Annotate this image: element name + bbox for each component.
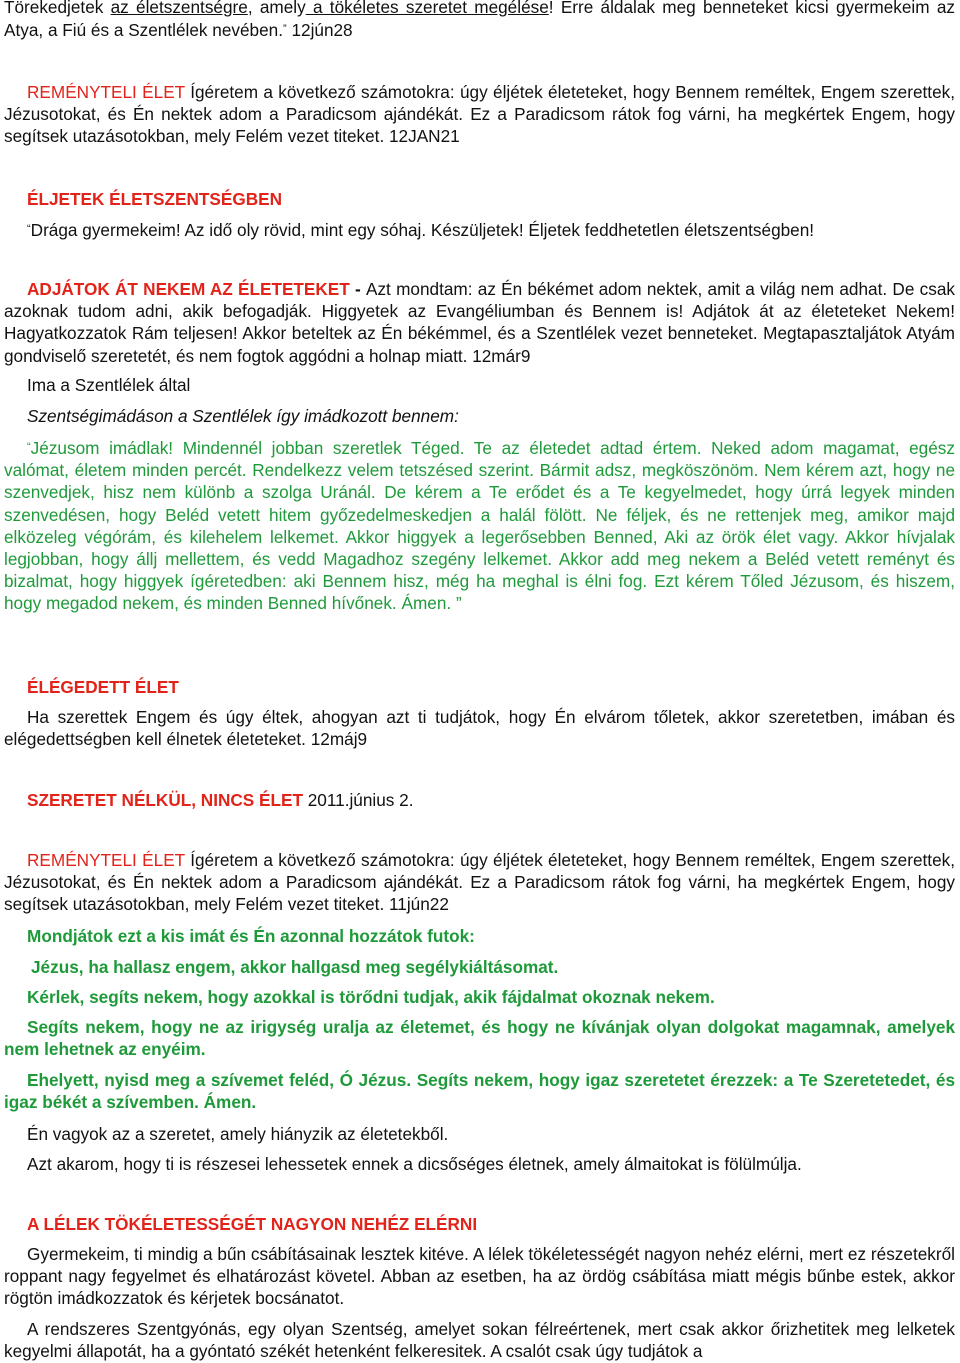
section-title-soul-perfection <box>4 1213 955 1235</box>
intro-close-quote: ” <box>283 23 287 36</box>
paragraph-text: A rendszeres Szentgyónás, egy olyan Szentség, amelyet sokan félreértenek, mert csak akkor őrizhetitek meg lelketek kegyelmi állapotát, ha a gyóntató székét hetenként felkeresitek. A csalót csak úgy tudjátok a <box>4 1319 955 1362</box>
green-prayer-line-5 <box>4 1069 955 1113</box>
section-title: ADJÁTOK ÁT NEKEM AZ ÉLETETEKET <box>27 279 350 299</box>
prayer-line: Kérlek, segíts nekem, hogy azokkal is törődni tudjak, akik fájdalmat okoznak nekem. <box>27 987 715 1007</box>
section-title: REMÉNYTELI ÉLET <box>27 82 185 102</box>
intro-text-2: , amely <box>247 0 306 17</box>
prayer-line: Segíts nekem, hogy ne az irigység uralja az életemet, és hogy ne kívánjak olyan dolgokat magamnak, amelyek nem lehetnek az enyéim. <box>4 1017 955 1060</box>
section-text: Ígéretem a következő számotokra: úgy éljétek életeteket, hogy Bennem reméltek, Engem szerettek, Jézusotokat, és Én nektek adom a Paradicsom ajándékát. Ez a Paradicsom rátok fog várni, ha megkértek Engem, hogy segítsek utazásotokban, mely Felém vezet titeket. 12JAN21 <box>4 82 955 147</box>
paragraph-text: Én vagyok az a szeretet, amely hiányzik az életetekből. <box>27 1124 449 1144</box>
prayer-line: Ehelyett, nyisd meg a szívemet feléd, Ó Jézus. Segíts nekem, hogy igaz szeretetet érezzek: a Te Szeretetedet, és igaz békét a szívemben. Ámen. <box>4 1070 955 1113</box>
prayer-text: Jézusom imádlak! Mindennél jobban szeretlek Téged. Te az életedet adtad értem. Neked adom magamat, egész valómat, életem minden percét. Rendelkezz velem tetszésed szerint. Bármit adsz, megköszönöm. Nem kérem azt, hogy ne szenvedjek, hisz nem különb a szolga Uránál. De kérem a Te erődet és a Te kegyelmedet, hogy úrrá legyek minden szenvedésen, hogy Beléd vetett hitem győzedelmeskedjen a halál fölött. Ne féljek, és ne rettenjek meg, amikor majd elközeleg végórám, és kilehelem lelkemet. Akkor higgyek a legerősebben Benned, Aki az örök élet vagy. Akkor hívjalak legjobban, hogy állj mellettem, és vedd Magadhoz szegény lelkemet. Akkor add meg nekem a Beléd vetett reményt és bizalmat, hogy higgyek ígéretedben: aki Bennem hisz, még ha meghal is élni fog. Ezt kérem Tőled Jézusom, és hiszem, hogy megadod nekem, és minden Benned hívőnek. Ámen. <box>4 438 955 614</box>
life-holiness-link[interactable]: az életszentségre <box>110 0 248 17</box>
open-quote: “ <box>27 441 31 453</box>
section-hopeful-life-2 <box>4 849 955 916</box>
paragraph-text: Azt akarom, hogy ti is részesei lehessetek ennek a dicsőséges életnek, amely álmaitokat is fölülmúlja. <box>27 1154 802 1174</box>
green-prayer-line-3 <box>4 986 955 1008</box>
intro-date: 12jún28 <box>286 20 353 41</box>
section-title: REMÉNYTELI ÉLET <box>27 850 185 870</box>
open-quote: “ <box>27 223 31 235</box>
paragraph-text: Gyermekeim, ti mindig a bűn csábításainak lesztek kitéve. A lélek tökéletességét nagyon nehéz elérni, mert ez részetekről roppant nagy fegyelmet és elhatározást követel. Abban az esetben, ha az ördög csábítása miatt mégis bűnbe estek, akkor rögtön imádkozzatok és kérjetek bocsánatot. <box>4 1244 955 1309</box>
love-missing-line <box>4 1123 955 1145</box>
title-dash: - <box>349 279 366 299</box>
intro-text-3: ! Erre áldalak meg benneteket kicsi gyermekeim az Atya, a Fiú és a Szentlélek nevében. <box>4 0 955 41</box>
holiness-quote <box>4 218 955 241</box>
section-text: Ígéretem a következő számotokra: úgy éljétek életeteket, hogy Bennem reméltek, Engem szerettek, Jézusotokat, és Én nektek adom a Paradicsom ajándékát. Ez a Paradicsom rátok fog várni, ha megkértek Engem, hogy segítsek utazásotokban, mely Felém vezet titeket. 11jún22 <box>4 850 955 915</box>
prayer-heading <box>4 374 955 396</box>
section-no-love-no-life <box>4 789 955 811</box>
section-title-text: ÉLJETEK ÉLETSZENTSÉGBEN <box>27 189 282 209</box>
green-prayer-line-1 <box>4 925 955 947</box>
glorious-life-line <box>4 1153 955 1175</box>
section-title-text: A LÉLEK TÖKÉLETESSÉGÉT NAGYON NEHÉZ ELÉRNI <box>27 1214 478 1234</box>
soul-perfection-paragraph-1 <box>4 1243 955 1310</box>
section-title-content-life <box>4 676 955 698</box>
section-title-text: ÉLÉGEDETT ÉLET <box>27 677 179 697</box>
prayer-title: Ima a Szentlélek által <box>27 375 191 395</box>
perfect-love-link[interactable]: a tökéletes szeretet megélése <box>305 0 549 17</box>
prayer-line: Jézus, ha hallasz engem, akkor hallgasd meg segélykiáltásomat. <box>31 957 559 977</box>
soul-perfection-paragraph-2 <box>4 1318 955 1362</box>
green-prayer-line-4 <box>4 1016 955 1060</box>
content-life-paragraph <box>4 706 955 750</box>
prayer-subheading <box>4 405 955 427</box>
prayer-line: Mondjátok ezt a kis imát és Én azonnal hozzátok futok: <box>27 926 475 946</box>
section-title-holiness <box>4 188 955 210</box>
prayer-subtitle: Szentségimádáson a Szentlélek így imádkozott bennem: <box>27 406 459 426</box>
intro-text-1: Törekedjetek <box>4 0 111 17</box>
section-text: Ha szerettek Engem és úgy éltek, ahogyan azt ti tudjátok, hogy Én elvárom tőletek, akkor szeretetben, imában és elégedettségben kell élnetek életeteket. 12máj9 <box>4 707 955 750</box>
close-quote: ” <box>451 593 462 614</box>
section-hopeful-life-1 <box>4 81 955 148</box>
section-title: SZERETET NÉLKÜL, NINCS ÉLET <box>27 790 303 810</box>
green-prayer-line-2 <box>4 956 955 978</box>
holiness-text: Drága gyermekeim! Az idő oly rövid, mint egy sóhaj. Készüljetek! Éljetek feddhetetlen életszentségben! <box>30 220 815 240</box>
intro-paragraph <box>4 0 955 41</box>
section-give-life <box>4 278 955 367</box>
prayer-text-block <box>4 436 955 615</box>
section-text: Azt mondtam: az Én békémet adom nektek, amit a világ nem adhat. De csak azoknak tudom adni, akik befogadják. Higgyetek az Evangéliumban és Bennem is! Adjátok át az életeteket Nekem! Hagyatkozzatok Rám teljesen! Akkor beteltek az Én békémmel, és a Szentlélek vezet benneteket. Megtapasztaljátok Atyám gondviselő szeretetét, és nem fogtok aggódni a holnap miatt. 12már9 <box>4 279 955 366</box>
section-date: 2011.június 2. <box>302 790 414 810</box>
